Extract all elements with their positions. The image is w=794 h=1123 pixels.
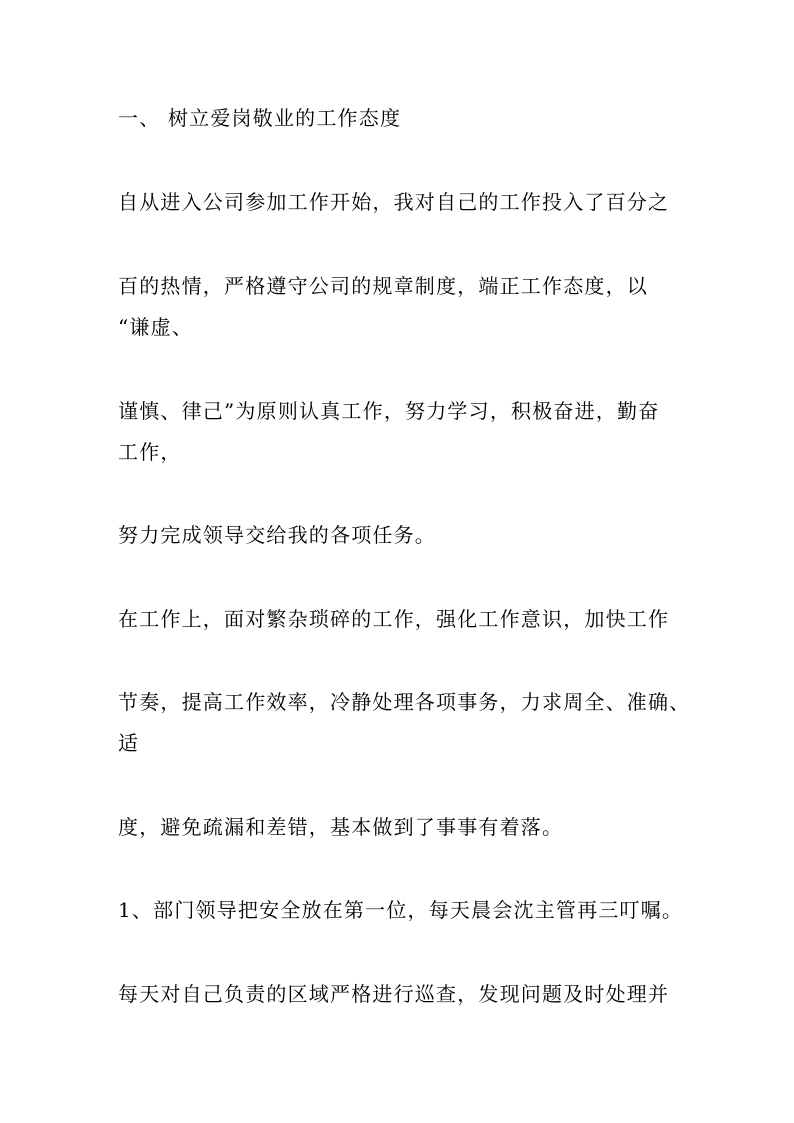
paragraph-line: 节奏，提高工作效率，冷静处理各项事务，力求周全、准确、	[118, 690, 691, 714]
paragraph-line: 百的热情，严格遵守公司的规章制度，端正工作态度，以	[118, 274, 648, 298]
paragraph-line: 谨慎、律己”为原则认真工作，努力学习，积极奋进，勤奋	[118, 399, 660, 423]
paragraph-line: 工作，	[118, 440, 182, 464]
paragraph-line: 每天对自己负责的区域严格进行巡查，发现问题及时处理并	[118, 982, 670, 1006]
paragraph-line: “谦虚、	[118, 315, 194, 339]
paragraph-line: 度，避免疏漏和差错，基本做到了事事有着落。	[118, 815, 564, 839]
paragraph-line: 适	[118, 731, 140, 755]
paragraph-line: 自从进入公司参加工作开始，我对自己的工作投入了百分之	[118, 190, 670, 214]
paragraph-line: 努力完成领导交给我的各项任务。	[118, 523, 436, 547]
paragraph-line: 1、部门领导把安全放在第一位，每天晨会沈主管再三叮嘱。	[118, 898, 684, 922]
section-heading: 一、 树立爱岗敬业的工作态度	[118, 106, 402, 130]
paragraph-line: 在工作上，面对繁杂琐碎的工作，强化工作意识，加快工作	[118, 607, 670, 631]
